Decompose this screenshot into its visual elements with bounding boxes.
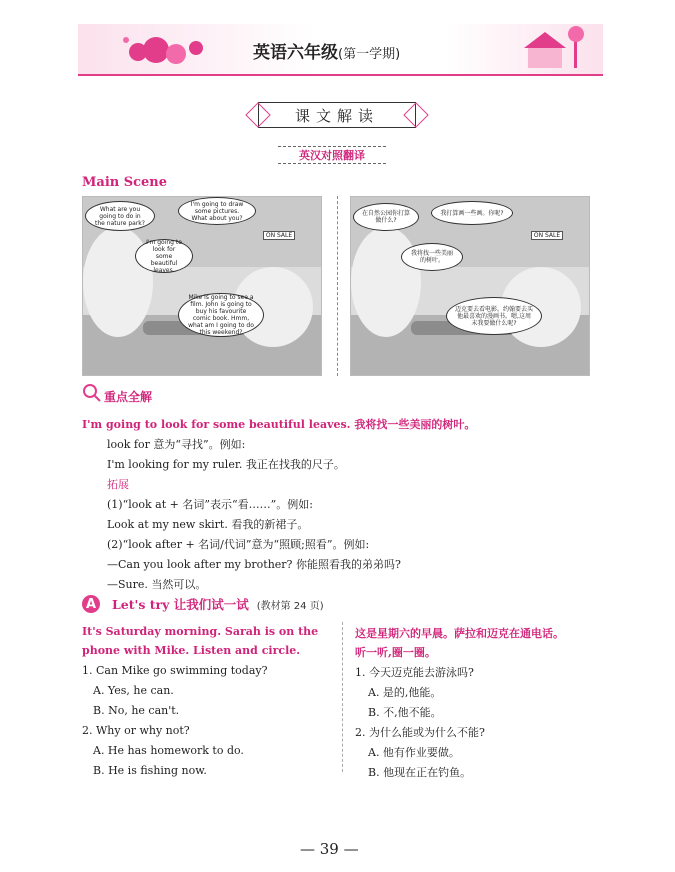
lets-try-heading (82, 595, 324, 613)
question-zh: 1. 今天迈克能去游泳吗? (355, 666, 474, 679)
column-divider (342, 622, 343, 772)
example-line: —Can you look after my brother? 你能照看我的弟弟吗? (107, 558, 401, 571)
speech-bubble: I'm going to look for some beautiful leaves. (135, 239, 193, 273)
instruction-zh: 这是星期六的早晨。萨拉和迈克在通电话。 (355, 627, 564, 640)
option-zh: B. 他现在正在钓鱼。 (368, 766, 472, 779)
lets-try-title: Let's try 让我们试一试 (112, 597, 249, 612)
example-line: —Sure. 当然可以。 (107, 578, 207, 591)
speech-bubble: 我将找一些美丽的树叶。 (401, 243, 463, 271)
explanation-line: look for 意为“寻找”。例如: (107, 438, 246, 451)
scene-illustration-chinese (350, 196, 590, 376)
heart-decoration-icon (118, 30, 228, 70)
speech-bubble: I'm going to draw some pictures. What about you? (178, 197, 256, 225)
speech-bubble: Mike is going to see a film. John is going to buy his favourite comic book. Hmm, what am I going to do this weekend? (178, 293, 264, 337)
example-line: Look at my new skirt. 看我的新裙子。 (107, 518, 309, 531)
subsection-title: 英汉对照翻译 (278, 146, 386, 164)
instruction-en: It's Saturday morning. Sarah is on the (82, 625, 319, 638)
section-a-badge: A (82, 595, 100, 613)
main-scene-heading: Main Scene (82, 175, 168, 190)
page-header (78, 24, 603, 74)
extension-label: 拓展 (107, 478, 129, 491)
explanation-line: (2)“look after + 名词/代词”意为“照顾;照看”。例如: (107, 538, 370, 551)
option-en: A. He has homework to do. (93, 744, 244, 757)
textbook-reference: (教材第 24 页) (256, 600, 324, 612)
sale-sign: ON SALE (531, 231, 563, 240)
speech-bubble: What are you going to do in the nature park? (85, 201, 155, 231)
speech-bubble: 在自然公园你打算做什么? (353, 203, 419, 231)
key-points-heading: 重点全解 (104, 390, 153, 404)
option-en: B. No, he can't. (93, 704, 180, 717)
question-zh: 2. 为什么能或为什么不能? (355, 726, 485, 739)
option-zh: A. 是的,他能。 (368, 686, 442, 699)
illustration-divider (337, 196, 338, 376)
instruction-en: phone with Mike. Listen and circle. (82, 644, 301, 657)
book-title: 英语六年级(第一学期) (253, 43, 401, 63)
magnifier-icon (82, 383, 102, 403)
instruction-zh: 听一听,圈一圈。 (355, 646, 436, 659)
option-zh: B. 不,他不能。 (368, 706, 442, 719)
option-zh: A. 他有作业要做。 (368, 746, 460, 759)
option-en: A. Yes, he can. (93, 684, 174, 697)
sale-sign: ON SALE (263, 231, 295, 240)
page-number: — 39 — (300, 840, 359, 858)
speech-bubble: 迈克要去看电影。约翰要去买他最喜欢的漫画书。嗯,这周末我要做什么呢? (446, 297, 542, 335)
key-sentence: I'm going to look for some beautiful leaves. 我将找一些美丽的树叶。 (82, 418, 476, 431)
scene-illustration-english (82, 196, 322, 376)
house-decoration-icon (518, 26, 598, 72)
example-line: I'm looking for my ruler. 我正在找我的尺子。 (107, 458, 345, 471)
question-en: 2. Why or why not? (82, 724, 190, 737)
section-title: 课文解读 (258, 102, 416, 128)
question-en: 1. Can Mike go swimming today? (82, 664, 268, 677)
explanation-line: (1)“look at + 名词”表示“看……”。例如: (107, 498, 313, 511)
option-en: B. He is fishing now. (93, 764, 207, 777)
speech-bubble: 我打算画一些画。你呢? (431, 201, 513, 225)
